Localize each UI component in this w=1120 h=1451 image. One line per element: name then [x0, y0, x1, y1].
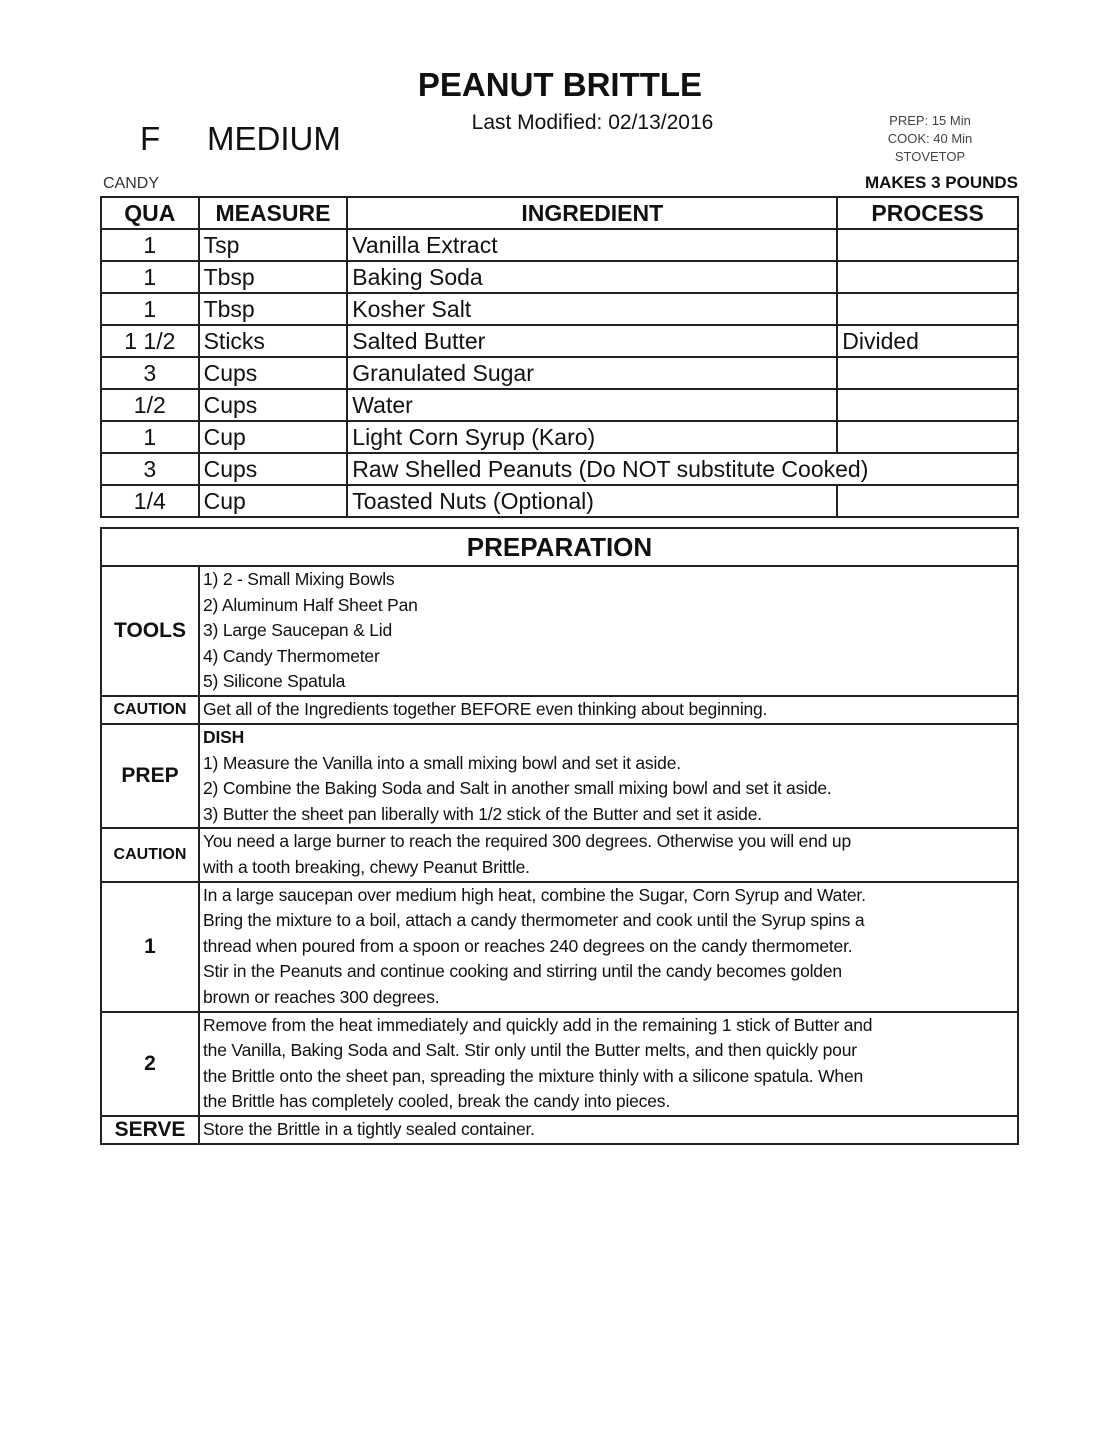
- preparation-title: PREPARATION: [101, 528, 1018, 566]
- ingredient-process: [837, 485, 1018, 517]
- ingredient-name: Water: [347, 389, 837, 421]
- ingredient-name: Toasted Nuts (Optional): [347, 485, 837, 517]
- ingredient-measure: Cup: [199, 485, 348, 517]
- ingredient-row: [101, 485, 1018, 517]
- step-line: 4) Candy Thermometer: [203, 645, 380, 666]
- step-line: 1) Measure the Vanilla into a small mixing bowl and set it aside.: [203, 752, 681, 773]
- preparation-row: [101, 828, 1018, 881]
- step-label: CAUTION: [101, 828, 199, 881]
- ingredient-measure: Cups: [199, 453, 348, 485]
- recipe-title: PEANUT BRITTLE: [417, 66, 703, 103]
- step-line: the Vanilla, Baking Soda and Salt. Stir only until the Butter melts, and then quickly pour: [203, 1040, 857, 1061]
- step-line: 2) Aluminum Half Sheet Pan: [203, 594, 418, 615]
- ingredient-process: Divided: [837, 325, 1018, 357]
- preparation-row: [101, 724, 1018, 828]
- ingredient-measure: Cups: [199, 357, 348, 389]
- step-label: PREP: [101, 724, 199, 828]
- ingredient-row: [101, 229, 1018, 261]
- ingredient-measure: Sticks: [199, 325, 348, 357]
- ingredient-measure: Tbsp: [199, 261, 348, 293]
- col-header-qty: QUA: [101, 197, 199, 229]
- ingredient-qty: 1: [101, 421, 199, 453]
- preparation-row: [101, 566, 1018, 696]
- step-line: 3) Butter the sheet pan liberally with 1/2 stick of the Butter and set it aside.: [203, 803, 762, 824]
- step-line: Stir in the Peanuts and continue cooking and stirring until the candy becomes golden: [203, 961, 842, 982]
- step-line: the Brittle onto the sheet pan, spreading the mixture thinly with a silicone spatula. When: [203, 1065, 864, 1086]
- step-line: thread when poured from a spoon or reaches 240 degrees on the candy thermometer.: [203, 935, 853, 956]
- ingredient-process: [837, 389, 1018, 421]
- step-line: 2) Combine the Baking Soda and Salt in another small mixing bowl and set it aside.: [203, 778, 832, 799]
- ingredient-row: [101, 357, 1018, 389]
- col-header-ingredient: INGREDIENT: [347, 197, 837, 229]
- ingredient-measure: Cup: [199, 421, 348, 453]
- ingredient-qty: 1/2: [101, 389, 199, 421]
- step-line: 1) 2 - Small Mixing Bowls: [203, 569, 395, 589]
- step-line: DISH: [203, 726, 245, 747]
- ingredients-header-row: [101, 197, 1018, 229]
- ingredient-process: [837, 357, 1018, 389]
- ingredient-row: [101, 453, 1018, 485]
- step-text: [199, 566, 1018, 696]
- step-label: 2: [101, 1012, 199, 1116]
- ingredients-table: [100, 196, 1019, 518]
- ingredient-name: Vanilla Extract: [347, 229, 837, 261]
- ingredient-process: [837, 261, 1018, 293]
- step-text: [199, 882, 1018, 1012]
- ingredient-qty: 1: [101, 261, 199, 293]
- ingredient-name: Granulated Sugar: [347, 357, 837, 389]
- preparation-row: [101, 1012, 1018, 1116]
- ingredient-qty: 1/4: [101, 485, 199, 517]
- step-line: brown or reaches 300 degrees.: [203, 986, 440, 1007]
- ingredient-row: [101, 325, 1018, 357]
- step-text: [199, 1116, 1018, 1144]
- ingredient-process: [837, 421, 1018, 453]
- prep-time: PREP: 15 Min: [889, 113, 971, 128]
- ingredient-qty: 1: [101, 229, 199, 261]
- ingredient-row: [101, 293, 1018, 325]
- step-line: with a tooth breaking, chewy Peanut Brittle.: [203, 856, 530, 877]
- ingredient-qty: 3: [101, 357, 199, 389]
- step-line: In a large saucepan over medium high heat, combine the Sugar, Corn Syrup and Water.: [203, 884, 866, 905]
- col-header-measure: MEASURE: [199, 197, 348, 229]
- col-header-process: PROCESS: [837, 197, 1018, 229]
- step-line: 5) Silicone Spatula: [203, 671, 346, 692]
- step-label: CAUTION: [101, 696, 199, 724]
- step-line: Get all of the Ingredients together BEFORE even thinking about beginning.: [203, 699, 768, 720]
- ingredient-qty: 1 1/2: [101, 325, 199, 357]
- ingredient-row: [101, 421, 1018, 453]
- ingredient-measure: Cups: [199, 389, 348, 421]
- preparation-row: [101, 1116, 1018, 1144]
- step-label: TOOLS: [101, 566, 199, 696]
- ingredient-name: Kosher Salt: [347, 293, 837, 325]
- ingredient-process: [837, 293, 1018, 325]
- cook-method: STOVETOP: [894, 149, 966, 164]
- grade: F: [140, 120, 161, 157]
- step-text: [199, 724, 1018, 828]
- step-label: SERVE: [101, 1116, 199, 1144]
- step-line: Remove from the heat immediately and quickly add in the remaining 1 stick of Butter and: [203, 1014, 873, 1035]
- ingredient-name: Baking Soda: [347, 261, 837, 293]
- time-info: [850, 112, 1010, 166]
- step-label: 1: [101, 882, 199, 1012]
- cook-time: COOK: 40 Min: [887, 131, 973, 146]
- last-modified: Last Modified: 02/13/2016: [471, 111, 714, 134]
- ingredient-process: [837, 229, 1018, 261]
- ingredient-name: Light Corn Syrup (Karo): [347, 421, 837, 453]
- ingredient-name: Salted Butter: [347, 325, 837, 357]
- ingredient-name: Raw Shelled Peanuts (Do NOT substitute Cooked): [347, 453, 1018, 485]
- ingredient-qty: 1: [101, 293, 199, 325]
- ingredient-measure: Tsp: [199, 229, 348, 261]
- step-line: 3) Large Saucepan & Lid: [203, 620, 393, 641]
- step-line: the Brittle has completely cooled, break the candy into pieces.: [203, 1091, 670, 1112]
- category: CANDY: [103, 175, 160, 192]
- ingredient-row: [101, 389, 1018, 421]
- step-text: [199, 828, 1018, 881]
- preparation-table: [100, 527, 1019, 1145]
- step-line: Store the Brittle in a tightly sealed container.: [203, 1119, 535, 1140]
- preparation-row: [101, 882, 1018, 1012]
- preparation-row: [101, 696, 1018, 724]
- step-line: Bring the mixture to a boil, attach a candy thermometer and cook until the Syrup spins a: [203, 910, 865, 931]
- ingredient-measure: Tbsp: [199, 293, 348, 325]
- step-line: You need a large burner to reach the required 300 degrees. Otherwise you will end up: [203, 831, 851, 852]
- ingredient-row: [101, 261, 1018, 293]
- ingredient-qty: 3: [101, 453, 199, 485]
- step-text: [199, 696, 1018, 724]
- step-text: [199, 1012, 1018, 1116]
- difficulty: MEDIUM: [207, 120, 341, 157]
- yield: MAKES 3 POUNDS: [864, 173, 1018, 192]
